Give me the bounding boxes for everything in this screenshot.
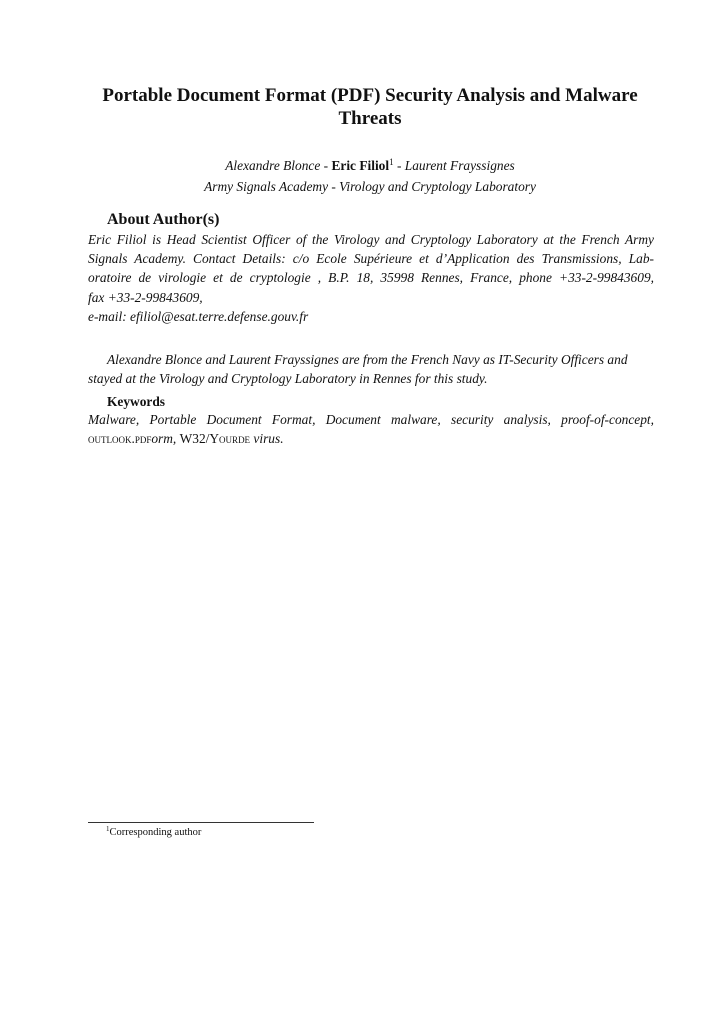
contact-email: e-mail: efiliol@esat.terre.defense.gouv.fr — [88, 308, 309, 324]
paper-title: Portable Document Format (PDF) Security Analysis and Malware Threats — [102, 85, 638, 129]
footnote-number: 1 — [106, 825, 110, 833]
keyword-outlook-pdf: outlook.pdf — [88, 431, 152, 447]
authors-note-paragraph — [88, 350, 654, 389]
author-blonce: Alexandre Blonce — [225, 158, 321, 173]
about-authors-body — [88, 230, 654, 326]
footnote — [106, 826, 201, 839]
about-line: fax +33-2-99843609, — [88, 289, 203, 305]
footnote-marker: 1 — [389, 157, 394, 167]
footnote-rule — [88, 822, 314, 823]
keywords-heading: Keywords — [107, 394, 166, 409]
about-line: oratoire de virologie et de cryptologie , B.P. 18, 35998 Rennes, France, phone +33-2-99843609, — [88, 270, 654, 286]
affiliation: Army Signals Academy - Virology and Cryptology Laboratory — [204, 179, 536, 194]
keywords-text: Malware, Portable Document Format, Document malware, security analysis, proof-of-concept, — [88, 412, 654, 427]
authors-note-text: Alexandre Blonce and Laurent Frayssignes are from the French Navy as IT-Security Officers and stayed at the Virology and Cryptology Laboratory in Rennes for this study. — [88, 352, 628, 387]
keywords-body — [88, 410, 654, 449]
keywords-text: orm, — [151, 431, 180, 447]
keywords-text: virus. — [250, 431, 284, 447]
author-filiol: Eric Filiol — [331, 158, 390, 173]
author-frayssignes: Laurent Frayssignes — [404, 158, 515, 173]
about-line: Eric Filiol is Head Scientist Officer of the Virology and Cryptology Laboratory at the French Army — [88, 232, 654, 247]
about-authors-heading: About Author(s) — [107, 211, 220, 228]
about-line: Signals Academy. Contact Details: c/o Ecole Supérieure et d’Application des Transmissions, Lab- — [88, 251, 654, 267]
author-separator: - — [393, 158, 405, 173]
author-separator: - — [320, 158, 332, 173]
keyword-w32-yourde: W32/Yourde — [179, 431, 251, 447]
footnote-text: Corresponding author — [109, 827, 202, 838]
author-line — [88, 156, 652, 176]
